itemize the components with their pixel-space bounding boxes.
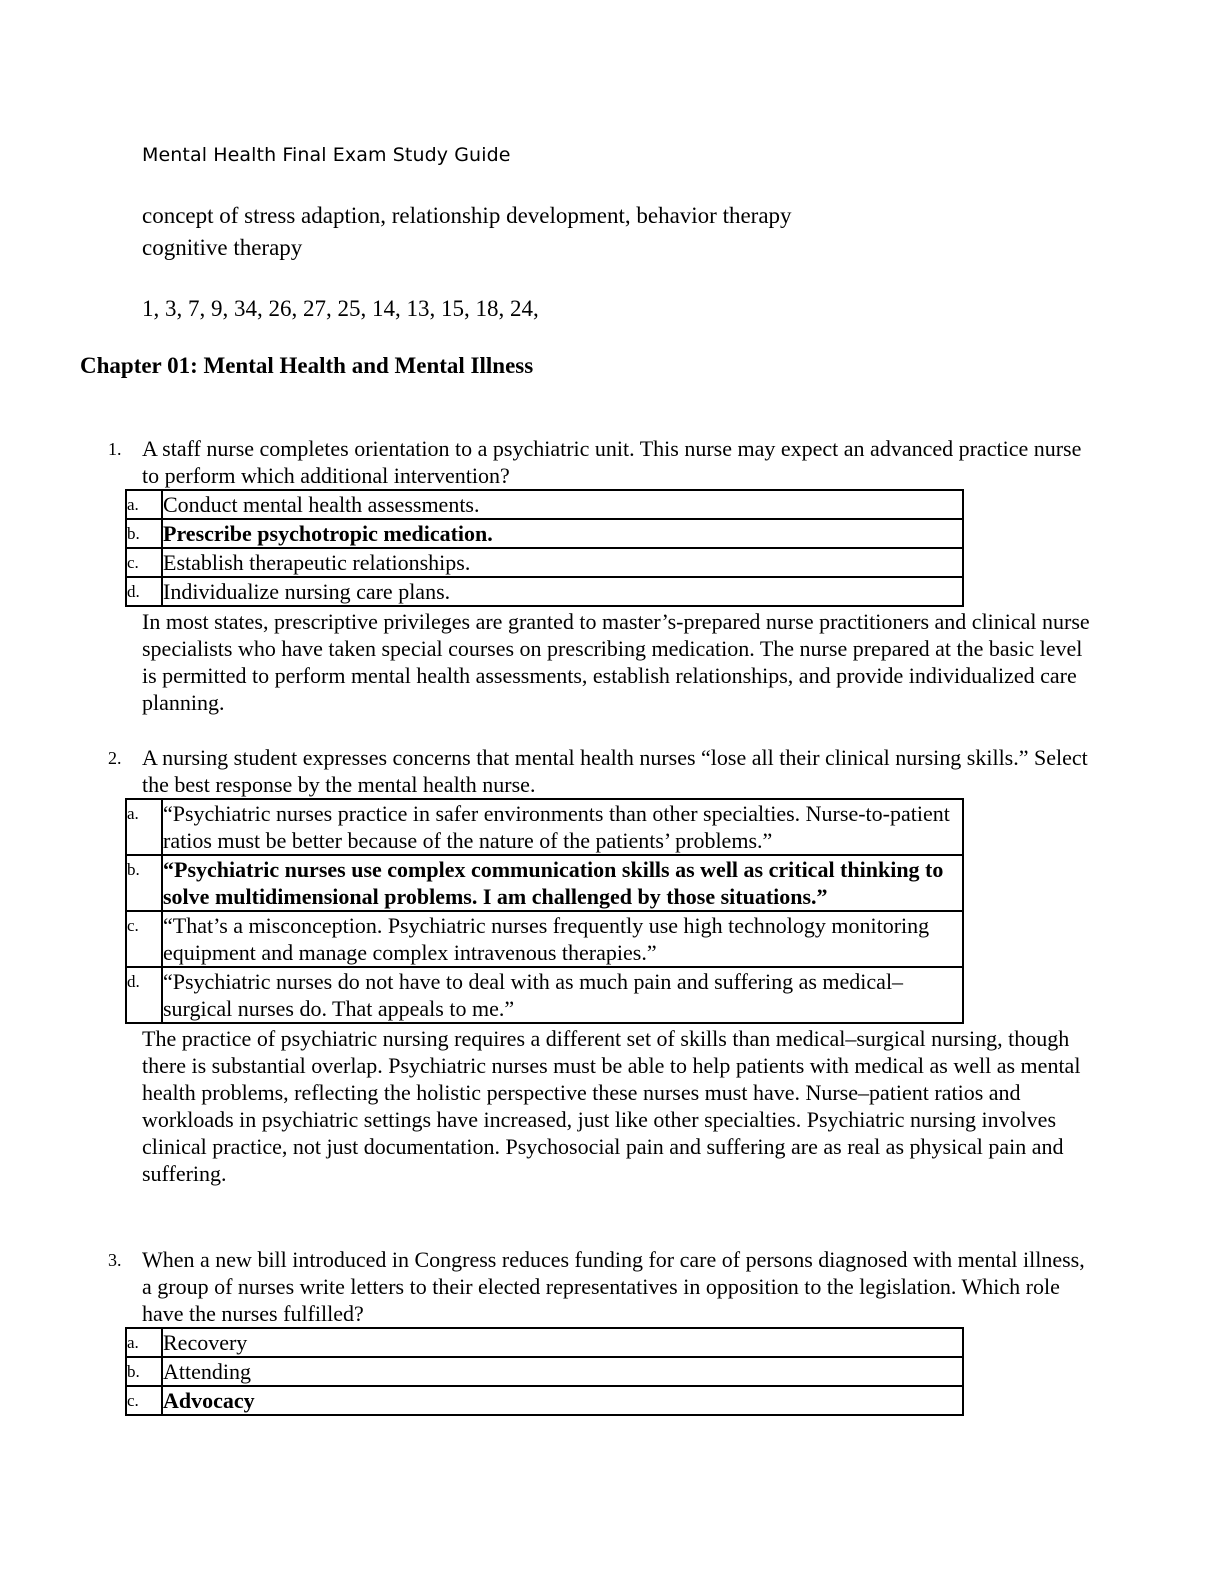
answer-choice[interactable] [126,1328,963,1357]
question-2 [108,744,1098,1187]
question-number: 2. [108,748,122,768]
choice-text: Establish therapeutic relationships. [162,548,963,577]
choice-text: Attending [162,1357,963,1386]
question-number: 3. [108,1250,122,1270]
choice-text: Advocacy [162,1386,963,1415]
choice-text: “Psychiatric nurses practice in safer environments than other specialties. Nurse-to-patient ratios must be better because of the nature of the patients’ problems.” [162,799,963,855]
answer-choices-table [125,489,964,607]
choice-letter: a. [126,799,162,855]
answer-choice-correct[interactable] [126,855,963,911]
choice-text: Recovery [162,1328,963,1357]
question-text: A staff nurse completes orientation to a psychiatric unit. This nurse may expect an advanced practice nurse to perform which additional intervention? [142,436,1082,488]
choice-text: Individualize nursing care plans. [162,577,963,606]
answer-choices-table [125,1327,964,1416]
choice-text: “That’s a misconception. Psychiatric nurses frequently use high technology monitoring equipment and manage complex intravenous therapies.” [162,911,963,967]
choice-text: “Psychiatric nurses do not have to deal with as much pain and suffering as medical–surgical nurses do. That appeals to me.” [162,967,963,1023]
choice-text: “Psychiatric nurses use complex communication skills as well as critical thinking to solve multidimensional problems. I am challenged by those situations.” [162,855,963,911]
question-number: 1. [108,439,122,459]
choice-letter: a. [126,1328,162,1357]
rationale-text: The practice of psychiatric nursing requires a different set of skills than medical–surgical nursing, though there is substantial overlap. Psychiatric nurses must be able to help patients with medical as well as mental health problems, reflecting the holistic perspective these nurses must have. Nurse–patient ratios and workloads in psychiatric settings have increased, just like other specialties. Psychiatric nursing involves clinical practice, not just documentation. Psychosocial pain and suffering are as real as physical pain and suffering. [142,1026,1081,1186]
choice-letter: b. [126,519,162,548]
page-title: Mental Health Final Exam Study Guide [142,144,511,166]
topics-line: concept of stress adaption, relationship development, behavior therapy [142,203,792,228]
topics-line: cognitive therapy [142,235,303,260]
choice-text: Prescribe psychotropic medication. [162,519,963,548]
chapter-numbers: 1, 3, 7, 9, 34, 26, 27, 25, 14, 13, 15, 18, 24, [142,296,539,321]
choice-letter: d. [126,967,162,1023]
chapter-heading: Chapter 01: Mental Health and Mental Illness [80,353,534,378]
choice-letter: b. [126,1357,162,1386]
answer-choice[interactable] [126,911,963,967]
choice-letter: c. [126,1386,162,1415]
question-3 [108,1246,1098,1416]
question-stem [108,435,1098,489]
answer-choice[interactable] [126,1357,963,1386]
answer-choice-correct[interactable] [126,519,963,548]
answer-choice[interactable] [126,548,963,577]
answer-choices-table [125,798,964,1024]
answer-choice[interactable] [126,490,963,519]
question-stem [108,1246,1098,1327]
answer-choice-correct[interactable] [126,1386,963,1415]
choice-letter: c. [126,548,162,577]
choice-letter: d. [126,577,162,606]
answer-choice[interactable] [126,967,963,1023]
question-stem [108,744,1098,798]
answer-choice[interactable] [126,577,963,606]
choice-letter: c. [126,911,162,967]
topics-list [142,200,792,264]
choice-letter: a. [126,490,162,519]
question-text: When a new bill introduced in Congress reduces funding for care of persons diagnosed with mental illness, a group of nurses write letters to their elected representatives in opposition to the legislation. Which role have the nurses fulfilled? [142,1247,1085,1326]
question-1 [108,435,1098,716]
question-text: A nursing student expresses concerns that mental health nurses “lose all their clinical nursing skills.” Select the best response by the mental health nurse. [142,745,1088,797]
rationale-text: In most states, prescriptive privileges are granted to master’s-prepared nurse practitioners and clinical nurse specialists who have taken special courses on prescribing medication. The nurse prepared at the basic level is permitted to perform mental health assessments, establish relationships, and provide individualized care planning. [142,609,1090,715]
choice-letter: b. [126,855,162,911]
answer-choice[interactable] [126,799,963,855]
choice-text: Conduct mental health assessments. [162,490,963,519]
